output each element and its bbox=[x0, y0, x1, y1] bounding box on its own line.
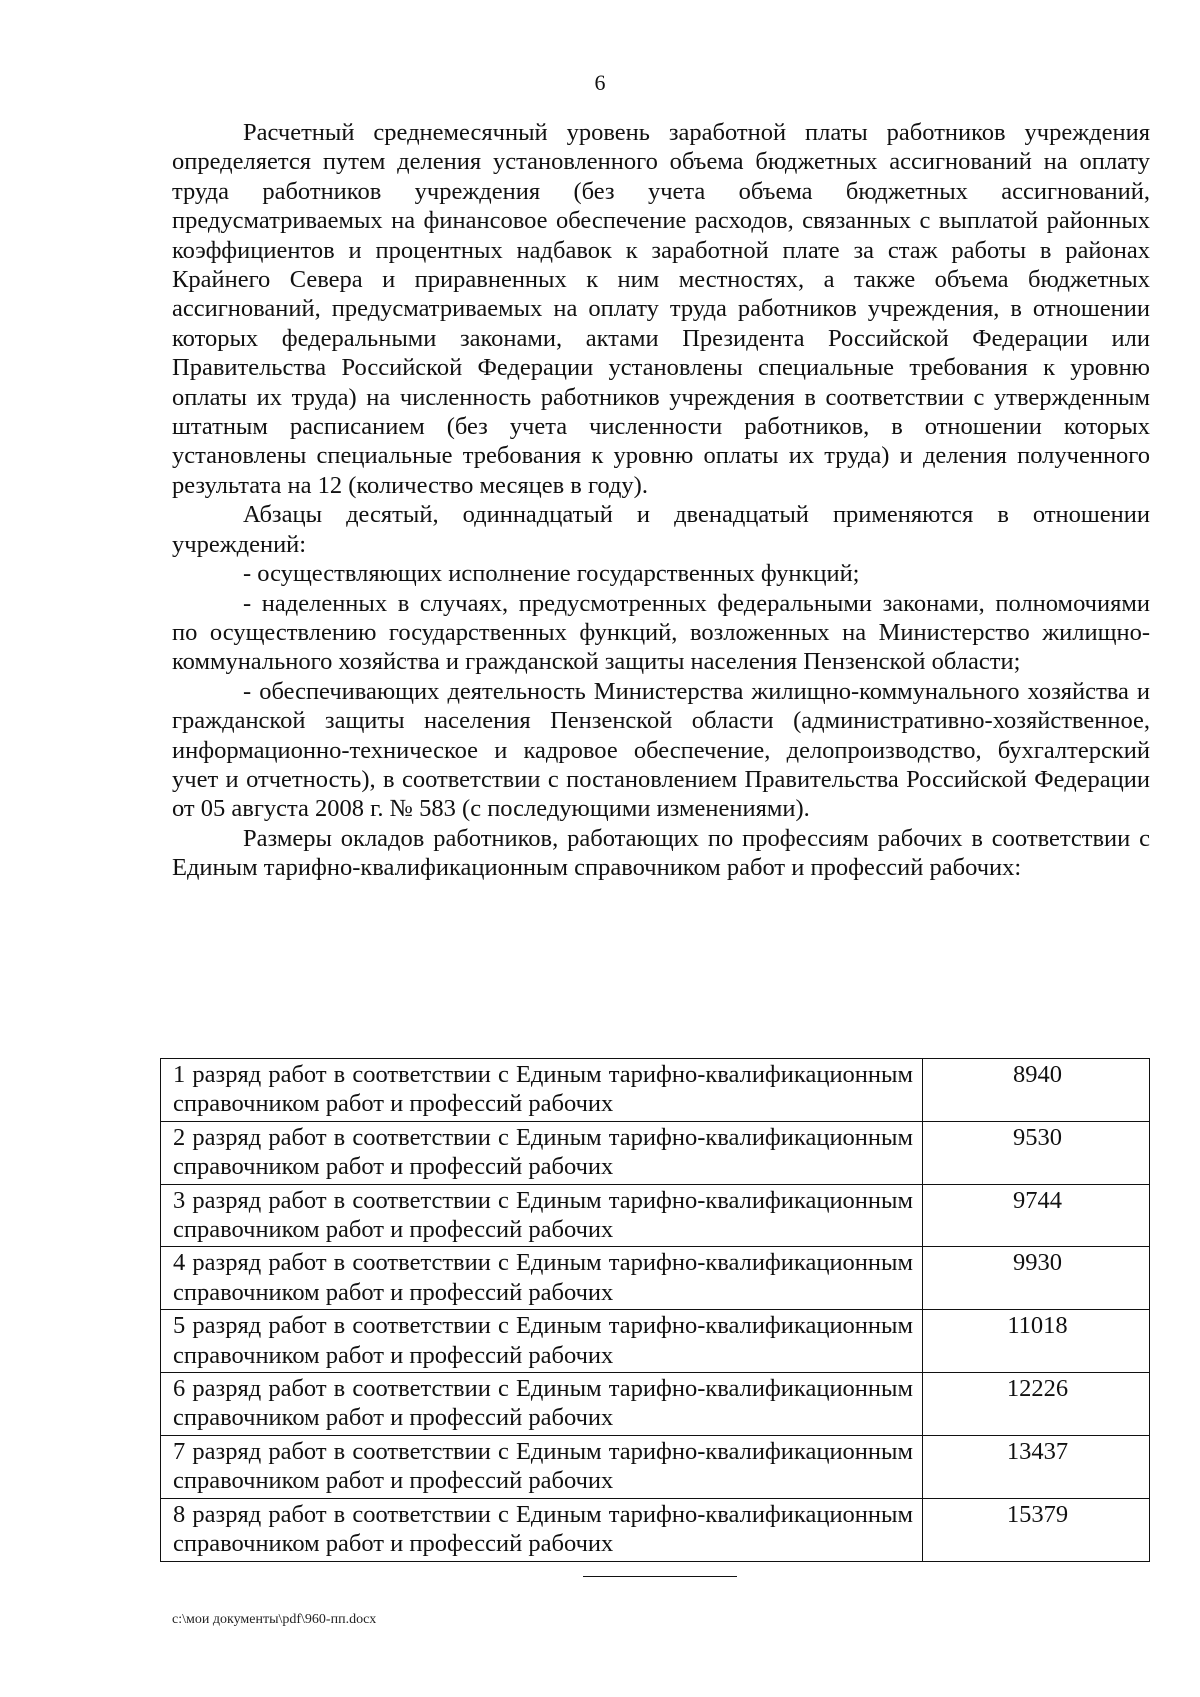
grade-description: 6 разряд работ в соответствии с Единым тарифно-квалификационным справочником работ и профессий рабочих bbox=[161, 1373, 923, 1436]
body-text bbox=[172, 118, 1150, 883]
table-row bbox=[161, 1310, 1150, 1373]
table-row bbox=[161, 1435, 1150, 1498]
grade-description: 5 разряд работ в соответствии с Единым тарифно-квалификационным справочником работ и профессий рабочих bbox=[161, 1310, 923, 1373]
grade-description: 4 разряд работ в соответствии с Единым тарифно-квалификационным справочником работ и профессий рабочих bbox=[161, 1247, 923, 1310]
table-row bbox=[161, 1498, 1150, 1561]
page-number: 6 bbox=[594, 70, 606, 95]
list-item: - осуществляющих исполнение государственных функций; bbox=[243, 560, 860, 588]
salary-value: 9930 bbox=[923, 1247, 1150, 1310]
paragraph-salary-table-intro: Размеры окладов работников, работающих по профессиям рабочих в соответствии с Единым тарифно-квалификационным справочником работ и профессий рабочих: bbox=[172, 824, 1150, 882]
table-row bbox=[161, 1184, 1150, 1247]
table-row bbox=[161, 1373, 1150, 1436]
table-row bbox=[161, 1121, 1150, 1184]
list-item: - наделенных в случаях, предусмотренных федеральными законами, полномочиями по осуществлению государственных функций, возложенных на Министерство жилищно-коммунального хозяйства и гражданской защиты населения Пензенской области; bbox=[172, 589, 1150, 676]
list-item: - обеспечивающих деятельность Министерства жилищно-коммунального хозяйства и гражданской защиты населения Пензенской области (административно-хозяйственное, информационно-техническое и кадровое обеспечение, делопроизводство, бухгалтерский учет и отчетность), в соответствии с постановлением Правительства Российской Федерации от 05 августа 2008 г. № 583 (с последующими изменениями). bbox=[172, 677, 1150, 823]
grade-description: 2 разряд работ в соответствии с Единым тарифно-квалификационным справочником работ и профессий рабочих bbox=[161, 1121, 923, 1184]
salary-value: 11018 bbox=[923, 1310, 1150, 1373]
salary-value: 13437 bbox=[923, 1435, 1150, 1498]
grade-description: 7 разряд работ в соответствии с Единым тарифно-квалификационным справочником работ и профессий рабочих bbox=[161, 1435, 923, 1498]
salary-value: 9744 bbox=[923, 1184, 1150, 1247]
salary-value: 15379 bbox=[923, 1498, 1150, 1561]
table-row bbox=[161, 1247, 1150, 1310]
closing-divider bbox=[583, 1576, 737, 1577]
salary-table bbox=[160, 1058, 1150, 1562]
grade-description: 8 разряд работ в соответствии с Единым тарифно-квалификационным справочником работ и профессий рабочих bbox=[161, 1498, 923, 1561]
salary-value: 8940 bbox=[923, 1059, 1150, 1122]
footer-file-path: c:\мои документы\pdf\960-пп.docx bbox=[172, 1612, 377, 1627]
grade-description: 1 разряд работ в соответствии с Единым тарифно-квалификационным справочником работ и профессий рабочих bbox=[161, 1059, 923, 1122]
grade-description: 3 разряд работ в соответствии с Единым тарифно-квалификационным справочником работ и профессий рабочих bbox=[161, 1184, 923, 1247]
paragraph-salary-calculation: Расчетный среднемесячный уровень заработной платы работников учреждения определяется путем деления установленного объема бюджетных ассигнований на оплату труда работников учреждения (без учета объема бюджетных ассигнований, предусматриваемых на финансовое обеспечение расходов, связанных с выплатой районных коэффициентов и процентных надбавок к заработной плате за стаж работы в районах Крайнего Севера и приравненных к ним местностях, а также объема бюджетных ассигнований, предусматриваемых на оплату труда работников учреждения, в отношении которых федеральными законами, актами Президента Российской Федерации или Правительства Российской Федерации установлены специальные требования к уровню оплаты их труда) на численность работников учреждения в соответствии с утвержденным штатным расписанием (без учета численности работников, в отношении которых установлены специальные требования к уровню оплаты их труда) и деления полученного результата на 12 (количество месяцев в году). bbox=[172, 119, 1150, 499]
salary-value: 9530 bbox=[923, 1121, 1150, 1184]
table-row bbox=[161, 1059, 1150, 1122]
salary-value: 12226 bbox=[923, 1373, 1150, 1436]
paragraph-applicability: Абзацы десятый, одиннадцатый и двенадцатый применяются в отношении учреждений: bbox=[172, 501, 1150, 558]
